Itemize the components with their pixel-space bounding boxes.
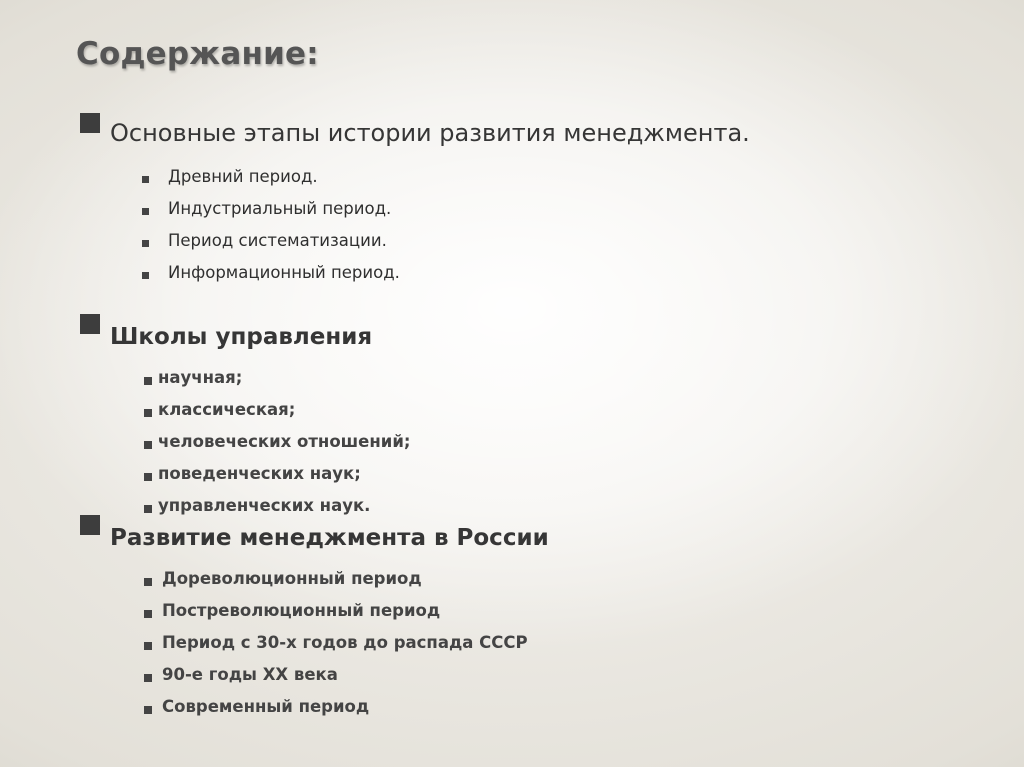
small-square-bullet-icon xyxy=(142,208,149,215)
list-item-text: Информационный период. xyxy=(168,263,400,282)
small-square-bullet-icon xyxy=(142,176,149,183)
small-square-bullet-icon xyxy=(142,272,149,279)
small-square-bullet-icon xyxy=(144,610,152,618)
list-item-text: Период с 30-х годов до распада СССР xyxy=(162,633,528,652)
section-heading: Основные этапы истории развития менеджмента. xyxy=(110,119,750,147)
list-item-text: Дореволюционный период xyxy=(162,569,422,588)
section-heading: Развитие менеджмента в России xyxy=(110,525,549,551)
list-item-text: Индустриальный период. xyxy=(168,199,392,218)
list-item-text: классическая; xyxy=(158,400,296,419)
square-bullet-icon xyxy=(80,515,100,535)
list-item-text: Древний период. xyxy=(168,167,318,186)
small-square-bullet-icon xyxy=(144,441,152,449)
list-item-text: 90-е годы XX века xyxy=(162,665,338,684)
list-item-text: Постреволюционный период xyxy=(162,601,441,620)
small-square-bullet-icon xyxy=(144,674,152,682)
list-item-text: поведенческих наук; xyxy=(158,464,361,483)
slide-title: Содержание: xyxy=(76,36,319,72)
list-item-text: Период систематизации. xyxy=(168,231,387,250)
list-item-text: Современный период xyxy=(162,697,370,716)
small-square-bullet-icon xyxy=(144,409,152,417)
small-square-bullet-icon xyxy=(144,505,152,513)
list-item-text: научная; xyxy=(158,368,243,387)
small-square-bullet-icon xyxy=(144,578,152,586)
list-item-text: человеческих отношений; xyxy=(158,432,411,451)
small-square-bullet-icon xyxy=(144,706,152,714)
list-item-text: управленческих наук. xyxy=(158,496,371,515)
section-heading: Школы управления xyxy=(110,324,373,350)
square-bullet-icon xyxy=(80,314,100,334)
square-bullet-icon xyxy=(80,113,100,133)
small-square-bullet-icon xyxy=(144,473,152,481)
small-square-bullet-icon xyxy=(144,642,152,650)
small-square-bullet-icon xyxy=(142,240,149,247)
small-square-bullet-icon xyxy=(144,377,152,385)
